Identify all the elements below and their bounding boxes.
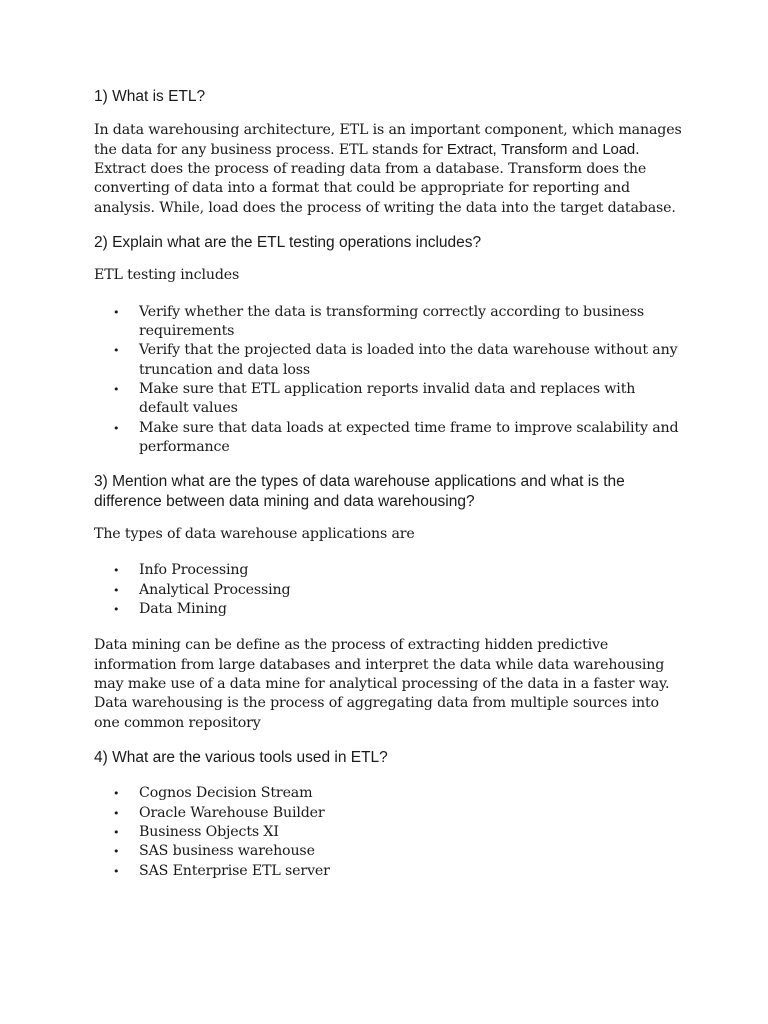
- list-item: [94, 600, 684, 619]
- question-2-heading: 2) Explain what are the ETL testing operations includes?: [94, 233, 482, 251]
- list-item: [94, 862, 684, 881]
- list-item: [94, 561, 684, 580]
- bullet-icon: •: [113, 603, 120, 617]
- list-item-text: Verify that the projected data is loaded into the data warehouse without any truncation and data loss: [139, 342, 678, 378]
- list-item: [94, 380, 684, 419]
- warehouse-app-types-list: [94, 561, 684, 619]
- question-1-heading: 1) What is ETL?: [94, 88, 206, 105]
- list-item-text: Oracle Warehouse Builder: [139, 804, 325, 821]
- term-extract: Extract,: [446, 140, 497, 158]
- etl-testing-list: [94, 303, 684, 457]
- bullet-icon: •: [113, 864, 120, 878]
- list-item-text: Data Mining: [139, 601, 227, 618]
- list-item: [94, 303, 684, 342]
- list-item-text: SAS Enterprise ETL server: [139, 862, 330, 879]
- bullet-icon: •: [113, 344, 120, 358]
- list-item: [94, 804, 684, 823]
- answer-1-text-rest: . Extract does the process of reading data from a database. Transform does the converting of data into a format that could be appropriate for reporting and analysis. While, load does the process of writing the data into the target database.: [94, 141, 676, 216]
- list-item: [94, 581, 684, 600]
- question-4-heading: 4) What are the various tools used in ETL?: [94, 748, 388, 766]
- answer-1-text: In data warehousing architecture, ETL is an important component, which manages the data for any business process. ETL stands for: [94, 121, 682, 158]
- list-item: [94, 341, 684, 380]
- bullet-icon: •: [113, 806, 120, 820]
- answer-2-intro: ETL testing includes: [94, 267, 240, 284]
- bullet-icon: •: [113, 564, 120, 578]
- bullet-icon: •: [113, 382, 120, 396]
- etl-tools-list: [94, 784, 684, 880]
- list-item-text: Verify whether the data is transforming correctly according to business requirements: [139, 303, 644, 340]
- list-item-text: Make sure that data loads at expected time frame to improve scalability and performance: [139, 419, 679, 455]
- bullet-icon: •: [113, 583, 120, 597]
- bullet-icon: •: [113, 787, 120, 801]
- list-item-text: Make sure that ETL application reports invalid data and replaces with default values: [139, 380, 636, 417]
- list-item-text: Info Processing: [139, 562, 249, 579]
- list-item: [94, 419, 684, 458]
- term-load: Load: [602, 140, 636, 158]
- list-item-text: Business Objects XI: [139, 823, 279, 840]
- list-item-text: Analytical Processing: [139, 581, 291, 598]
- list-item: [94, 842, 684, 861]
- answer-1-paragraph: [94, 121, 684, 218]
- list-item: [94, 823, 684, 842]
- answer-3-paragraph: Data mining can be define as the process of extracting hidden predictive information from large databases and interpret the data while data warehousing may make use of a data mine for analytical processing of the data in a faster way. Data warehousing is the process of aggregating data from multiple sources into one common repository: [94, 637, 670, 731]
- question-3-heading: 3) Mention what are the types of data warehouse applications and what is the difference between data mining and data warehousing?: [94, 473, 625, 510]
- list-item-text: Cognos Decision Stream: [139, 785, 313, 802]
- answer-1-and: and: [567, 141, 603, 158]
- answer-3-intro: The types of data warehouse applications are: [94, 526, 415, 543]
- term-transform: Transform: [500, 140, 568, 158]
- list-item-text: SAS business warehouse: [139, 843, 315, 860]
- document-content: [94, 87, 684, 881]
- bullet-icon: •: [113, 421, 120, 435]
- bullet-icon: •: [113, 845, 120, 859]
- bullet-icon: •: [113, 825, 120, 839]
- bullet-icon: •: [113, 305, 120, 319]
- list-item: [94, 784, 684, 803]
